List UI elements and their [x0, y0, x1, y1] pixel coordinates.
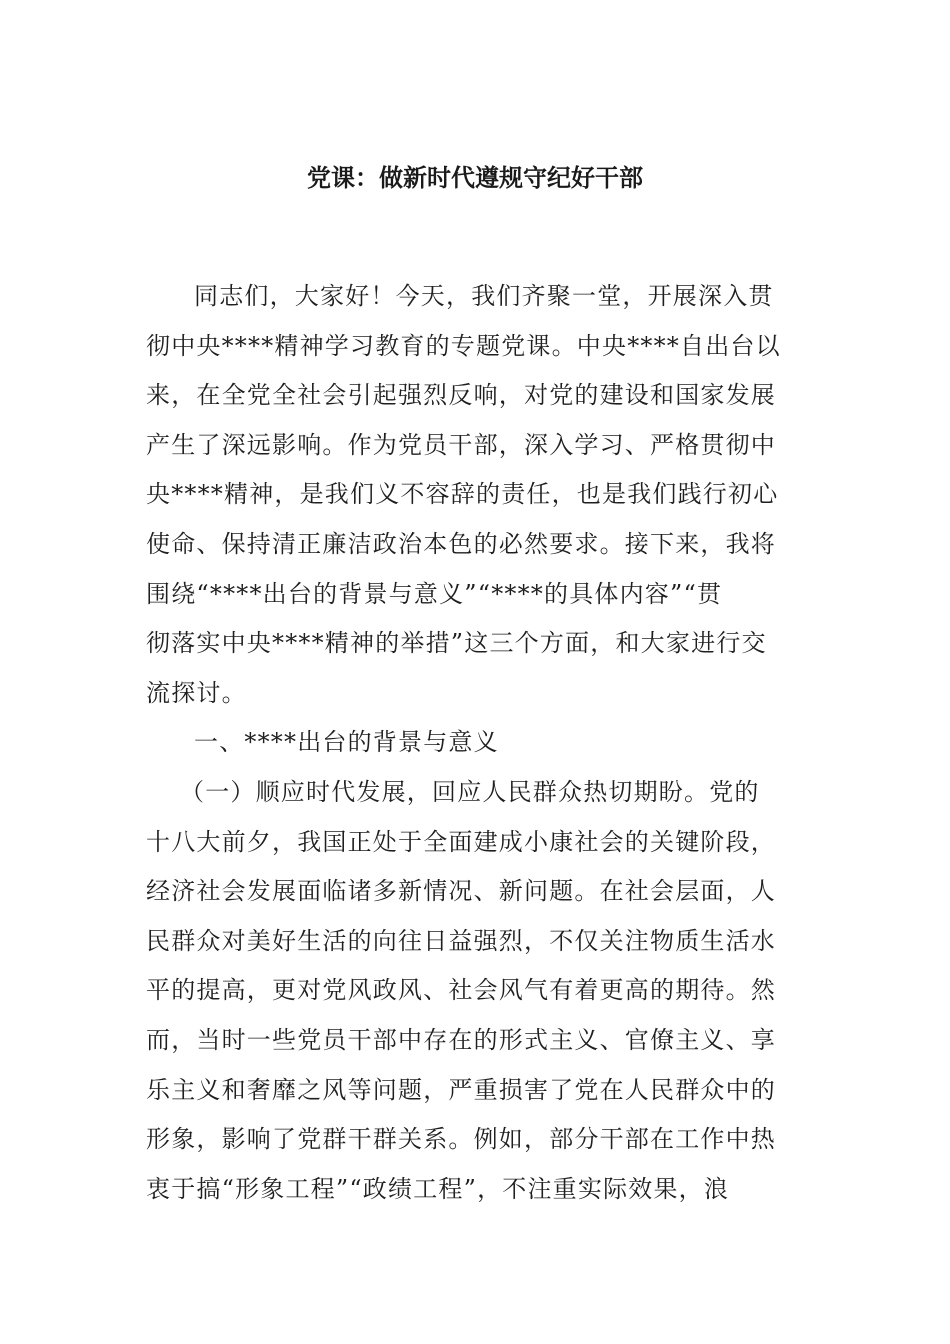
- document-body: [146, 272, 808, 1214]
- paragraph-line: 平的提高，更对党风政风、社会风气有着更高的期待。然: [146, 976, 776, 1005]
- section-heading: 一、****出台的背景与意义: [194, 728, 499, 757]
- paragraph-line: 彻中央****精神学习教育的专题党课。中央****自出台以: [146, 331, 781, 360]
- paragraph-line: 而，当时一些党员干部中存在的形式主义、官僚主义、享: [146, 1025, 776, 1054]
- paragraph-line: 同志们，大家好！今天，我们齐聚一堂，开展深入贯: [194, 282, 774, 310]
- paragraph-line: 产生了深远影响。作为党员干部，深入学习、严格贯彻中: [146, 430, 776, 459]
- paragraph-line: 形象，影响了党群干群关系。例如，部分干部在工作中热: [146, 1125, 776, 1154]
- paragraph-line: 十八大前夕，我国正处于全面建成小康社会的关键阶段，: [146, 827, 776, 856]
- paragraph-line: 乐主义和奢靡之风等问题，严重损害了党在人民群众中的: [146, 1075, 776, 1104]
- document-title: 党课：做新时代遵规守纪好干部: [307, 163, 643, 192]
- paragraph-line: 来，在全党全社会引起强烈反响，对党的建设和国家发展: [146, 381, 776, 410]
- paragraph-line: 流探讨。: [146, 678, 247, 707]
- paragraph-line: 围绕“****出台的背景与意义”“****的具体内容”“贯: [146, 579, 723, 608]
- paragraph-line: 经济社会发展面临诸多新情况、新问题。在社会层面，人: [146, 877, 776, 906]
- paragraph-line: 民群众对美好生活的向往日益强烈，不仅关注物质生活水: [146, 926, 776, 955]
- paragraph-line: 衷于搞“形象工程”“政绩工程”，不注重实际效果，浪: [146, 1174, 730, 1203]
- paragraph-line: （一）顺应时代发展，回应人民群众热切期盼。党的: [180, 777, 760, 806]
- paragraph-line: 使命、保持清正廉洁政治本色的必然要求。接下来，我将: [146, 529, 776, 558]
- paragraph-line: 彻落实中央****精神的举措”这三个方面，和大家进行交: [146, 629, 767, 658]
- paragraph-line: 央****精神，是我们义不容辞的责任，也是我们践行初心: [146, 480, 779, 509]
